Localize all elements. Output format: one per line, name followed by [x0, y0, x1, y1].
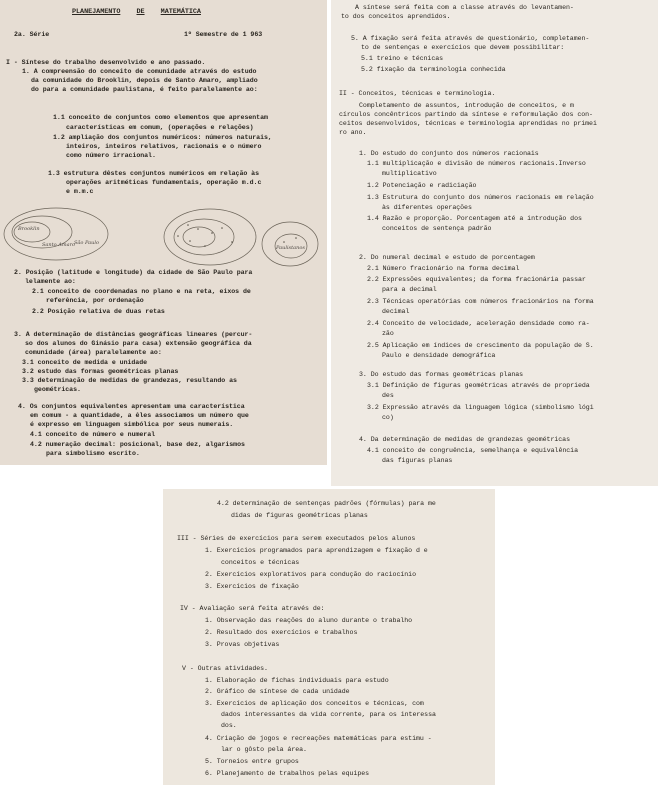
text-line: 2. Gráfico de síntese de cada unidade [205, 688, 350, 695]
text-line: zão [382, 330, 394, 337]
text-line: 1. Elaboração de fichas individuais para estudo [205, 677, 389, 684]
text-line: 4. Da determinação de medidas de grandezas geométricas [359, 436, 570, 443]
text-line: 3. Provas objetivas [205, 641, 280, 648]
text-line: 2.2 Posição relativa de duas retas [32, 308, 165, 315]
text-line: dados interessantes da vida corrente, para os interessa [221, 711, 436, 718]
text-line: 2.2 Expressões equivalentes; da forma fracionária passar [367, 276, 586, 283]
text-line: 4.2 numeração decimal: posicional, base dez, algarismos [30, 441, 245, 448]
text-line: 1.3 Estrutura do conjunto dos números racionais em relação [367, 194, 594, 201]
paulistanos-ellipse [262, 222, 318, 266]
text-line: 2. Exercícios explorativos para condução do raciocínio [205, 571, 416, 578]
text-line: co) [382, 414, 394, 421]
text-line: conceitos de sentença padrão [382, 225, 492, 232]
handwritten-note: Paulistanos [276, 245, 305, 251]
text-line: 2. Resultado dos exercícios e trabalhos [205, 629, 358, 636]
document-page-2 [331, 0, 658, 486]
document-page-3 [163, 489, 495, 785]
text-line: 3.2 Expressão através da linguagem lógica (simbolismo lógi [367, 404, 594, 411]
text-line: 3. Do estudo das formas geométricas planas [359, 371, 524, 378]
text-line: ro ano. [339, 129, 367, 136]
text-line: do para a comunidade paulistana, é feito paralelamente ao: [31, 86, 258, 93]
text-line: às diferentes operações [382, 204, 472, 211]
text-line: 5. A fixação será feita através de questionário, completamen- [351, 35, 590, 42]
title-word-de: DE [136, 8, 145, 16]
text-line: 4.1 conceito de número e numeral [30, 431, 156, 438]
text-line: para simbolismo escrito. [46, 450, 140, 457]
text-line: lar o gôsto pela área. [221, 746, 307, 753]
text-line: 5. Torneios entre grupos [205, 758, 299, 765]
text-line: 4.2 determinação de sentenças padrões (fórmulas) para me [217, 500, 436, 507]
numeric-set-ellipse [164, 209, 256, 265]
text-line: 2.1 conceito de coordenadas no plano e na reta, eixos de [32, 288, 251, 295]
numeric-core-ellipse [183, 227, 215, 247]
text-line: 1. A compreensão do conceito de comunidade através do estudo [22, 68, 257, 75]
text-line: 5.1 treino e técnicas [361, 55, 444, 62]
text-line: 2. Do numeral decimal e estudo de porcentagem [359, 254, 535, 261]
text-line: 1. Exercícios programados para aprendizagem e fixação d e [205, 547, 428, 554]
text-line: 2.5 Aplicação em índices de crescimento da população de S. [367, 342, 594, 349]
text-line: decimal [382, 308, 410, 315]
text-line: 6. Planejamento de trabalhos pelas equipes [205, 770, 370, 777]
text-line: 4. Criação de jogos e recreações matemáticas para estimu - [205, 735, 432, 742]
text-line: lelamente ao: [25, 278, 76, 285]
text-line: como número irracional. [66, 152, 156, 159]
text-line: 1. Observação das reações do aluno durante o trabalho [205, 617, 413, 624]
title-word-matematica: MATEMÁTICA [160, 8, 201, 16]
text-line: para a decimal [382, 286, 437, 293]
text-line: 3.3 determinação de medidas de grandezas, resultando as [22, 377, 237, 384]
text-line: 3.1 Definição de figuras geométricas através de proprieda [367, 382, 590, 389]
text-line: so dos alunos do Ginásio para casa) extensão geográfica da [25, 340, 252, 347]
inner-most-set-ellipse [14, 222, 50, 242]
text-line: 1. Do estudo do conjunto dos números racionais [359, 150, 539, 157]
text-line: 3. Exercícios de fixação [205, 583, 299, 590]
semester-label: 1º Semestre de 1 963 [184, 31, 263, 38]
section-ii-heading: II - Conceitos, técnicas e terminologia. [339, 90, 496, 97]
text-line: 3.2 estudo das formas geométricas planas [22, 368, 179, 375]
text-line: 3. Exercícios de aplicação dos conceitos e técnicas, com [205, 700, 424, 707]
text-line: em comum - a quantidade, a êles associamos um número que [30, 412, 249, 419]
text-line: to dos conceitos aprendidos. [341, 13, 451, 20]
handwritten-note: Santo Amaro [42, 242, 75, 248]
text-line: 5.2 fixação da terminologia conhecida [361, 66, 506, 73]
section-v-heading: V - Outras atividades. [182, 665, 268, 672]
text-line: inteiros, inteiros relativos, racionais e o número [66, 143, 262, 150]
text-line: Paulo e densidade demográfica [382, 352, 496, 359]
document-page-1 [0, 0, 327, 465]
text-line: to de sentenças e exercícios que devem possibilitar: [361, 44, 565, 51]
text-line: 1.2 ampliação dos conjuntos numéricos: números naturais, [53, 134, 272, 141]
text-line: operações aritméticas fundamentais, operação m.d.c [66, 179, 262, 186]
handwritten-note: São Paulo [74, 240, 99, 246]
text-line: 4. Os conjuntos equivalentes apresentam uma característica [18, 403, 245, 410]
text-line: 2. Posição (latitude e longitude) da cidade de São Paulo para [14, 269, 253, 276]
text-line: da comunidade do Brooklin, depois de Santo Amaro, ampliado [31, 77, 258, 84]
text-line: Completamento de assuntos, introdução de conceitos, e m [359, 102, 574, 109]
text-line: 1.2 Potenciação e radiciação [367, 182, 477, 189]
text-line: geométricas. [34, 386, 81, 393]
text-line: é expresso em linguagem simbólica por seus numerais. [30, 421, 234, 428]
text-line: referência, por ordenação [46, 297, 144, 304]
text-line: A síntese será feita com a classe através do levantamen- [355, 4, 574, 11]
text-line: 1.4 Razão e proporção. Porcentagem até a introdução dos [367, 215, 582, 222]
section-i-heading: I - Síntese do trabalho desenvolvido e ano passado. [6, 59, 206, 66]
grade-label: 2a. Série [14, 31, 50, 38]
text-line: dos. [221, 722, 237, 729]
text-line: 1.1 multiplicação e divisão de números racionais.Inverso [367, 160, 586, 167]
text-line: didas de figuras geométricas planas [231, 512, 368, 519]
text-line: 2.1 Número fracionário na forma decimal [367, 265, 520, 272]
text-line: des [382, 392, 394, 399]
text-line: multiplicativo [382, 170, 437, 177]
text-line: 2.4 Conceito de velocidade, aceleração densidade como ra- [367, 320, 590, 327]
text-line: características em comum, (operações e relações) [66, 124, 254, 131]
text-line: 3. A determinação de distâncias geográficas lineares (percur- [14, 331, 253, 338]
text-line: conceitos e técnicas [221, 559, 300, 566]
section-iii-heading: III - Séries de exercícios para serem executados pelos alunos [177, 535, 416, 542]
text-line: e m.m.c [66, 188, 94, 195]
text-line: 1.3 estrutura dêstes conjuntos numéricos em relação às [48, 170, 259, 177]
hand-drawn-sets-diagram [0, 0, 327, 465]
text-line: das figuras planas [382, 457, 453, 464]
handwritten-note: Brooklin [18, 226, 40, 232]
title-word-planejamento: PLANEJAMENTO [72, 8, 121, 16]
outer-set-ellipse [4, 208, 108, 260]
text-line: 2.3 Técnicas operatórias com números fracionários na forma [367, 298, 594, 305]
text-line: 1.1 conceito de conjuntos como elementos que apresentam [53, 114, 268, 121]
section-iv-heading: IV - Avaliação será feita através de: [180, 605, 325, 612]
text-line: 4.1 conceito de congruência, semelhança e equivalência [367, 447, 578, 454]
text-line: comunidade (área) paralelamente ao: [25, 349, 162, 356]
text-line: ceitos desenvolvidos, técnicas e terminologia aprendidas no primei [339, 120, 597, 127]
text-line: círculos concêntricos partindo da síntese e reformulação dos con- [339, 111, 593, 118]
text-line: 3.1 conceito de medida e unidade [22, 359, 148, 366]
